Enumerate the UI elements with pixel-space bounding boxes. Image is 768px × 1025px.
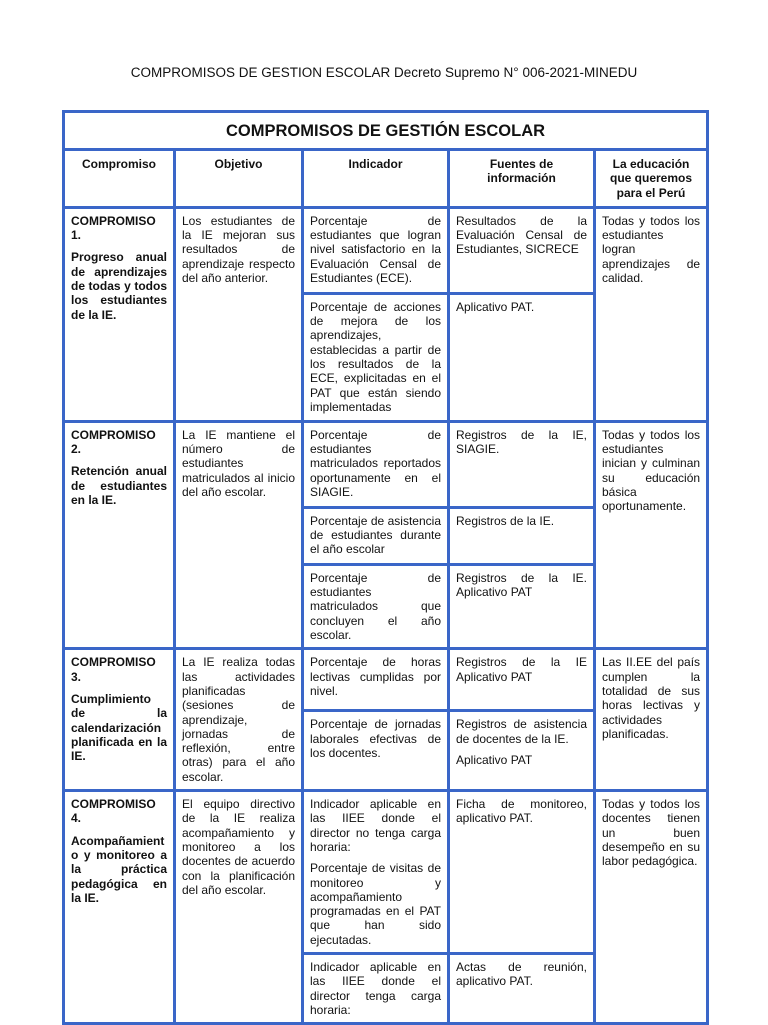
compromiso-4-cell bbox=[64, 791, 175, 1024]
compromiso-4-educacion: Todas y todos los docentes tienen un buen desempeño en su labor pedagógica. bbox=[595, 791, 708, 1024]
compromiso-1-objetivo: Los estudiantes de la IE mejoran sus resultados de aprendizaje respecto del año anterior. bbox=[175, 207, 303, 421]
compromiso-1-cell bbox=[64, 207, 175, 421]
commitments-table-wrapper bbox=[62, 110, 706, 1017]
compromiso-3-fuente-1: Registros de la IE Aplicativo PAT bbox=[449, 649, 595, 711]
table-row bbox=[64, 649, 708, 711]
compromiso-3-educacion: Las II.EE del país cumplen la totalidad de sus horas lectivas y actividades planificadas. bbox=[595, 649, 708, 791]
compromiso-4-description: Acompañamient o y monitoreo a la práctica pedagógica en la IE. bbox=[71, 833, 167, 905]
compromiso-3-fuente-2-cell bbox=[449, 711, 595, 791]
compromiso-4-indicador-1a: Indicador aplicable en las IIEE donde el director no tenga carga horaria: bbox=[310, 797, 441, 854]
compromiso-2-description: Retención anual de estudiantes en la IE. bbox=[71, 464, 167, 508]
compromiso-2-fuente-3: Registros de la IE. Aplicativo PAT bbox=[449, 564, 595, 648]
compromiso-1-indicador-1: Porcentaje de estudiantes que logran nivel satisfactorio en la Evaluación Censal de Estudiantes (ECE). bbox=[303, 207, 449, 293]
table-title: COMPROMISOS DE GESTIÓN ESCOLAR bbox=[64, 112, 708, 150]
table-header-row bbox=[64, 150, 708, 208]
commitments-table bbox=[62, 110, 709, 1025]
compromiso-4-indicador-1b: Porcentaje de visitas de monitoreo y acompañamiento programadas en el PAT que han sido ejecutadas. bbox=[310, 861, 441, 947]
compromiso-2-number: COMPROMISO 2. bbox=[71, 427, 156, 457]
compromiso-4-indicador-2: Indicador aplicable en las IIEE donde el director tenga carga horaria: bbox=[303, 954, 449, 1024]
header-educacion: La educación que queremos para el Perú bbox=[595, 150, 708, 208]
compromiso-4-objetivo: El equipo directivo de la IE realiza acompañamiento y monitoreo a los docentes de acuerdo con la planificación del año escolar. bbox=[175, 791, 303, 1024]
compromiso-3-number: COMPROMISO 3. bbox=[71, 655, 156, 684]
compromiso-2-objetivo: La IE mantiene el número de estudiantes matriculados al inicio del año escolar. bbox=[175, 421, 303, 648]
header-objetivo: Objetivo bbox=[175, 150, 303, 208]
page-header: COMPROMISOS DE GESTION ESCOLAR Decreto Supremo N° 006-2021-MINEDU bbox=[130, 65, 638, 80]
compromiso-2-indicador-1: Porcentaje de estudiantes matriculados reportados oportunamente en el SIAGIE. bbox=[303, 421, 449, 507]
header-compromiso: Compromiso bbox=[64, 150, 175, 208]
table-title-row bbox=[64, 112, 708, 150]
header-indicador: Indicador bbox=[303, 150, 449, 208]
compromiso-2-indicador-3: Porcentaje de estudiantes matriculados que concluyen el año escolar. bbox=[303, 564, 449, 648]
compromiso-1-educacion: Todas y todos los estudiantes logran aprendizajes de calidad. bbox=[595, 207, 708, 421]
compromiso-2-educacion: Todas y todos los estudiantes inician y culminan su educación básica oportunamente. bbox=[595, 421, 708, 648]
compromiso-1-fuente-2: Aplicativo PAT. bbox=[449, 293, 595, 421]
compromiso-2-fuente-1: Registros de la IE, SIAGIE. bbox=[449, 421, 595, 507]
compromiso-2-cell bbox=[64, 421, 175, 648]
compromiso-1-indicador-2: Porcentaje de acciones de mejora de los aprendizajes, establecidas a partir de los resultados de la ECE, explicitadas en el PAT que están siendo implementadas bbox=[303, 293, 449, 421]
compromiso-1-number: COMPROMISO 1. bbox=[71, 213, 156, 243]
compromiso-3-objetivo: La IE realiza todas las actividades planificadas (sesiones de aprendizaje, jornadas de reflexión, entre otras) para el año escolar. bbox=[175, 649, 303, 791]
compromiso-4-fuente-1: Ficha de monitoreo, aplicativo PAT. bbox=[449, 791, 595, 954]
compromiso-3-cell bbox=[64, 649, 175, 791]
header-fuentes: Fuentes de información bbox=[449, 150, 595, 208]
compromiso-2-indicador-2: Porcentaje de asistencia de estudiantes durante el año escolar bbox=[303, 507, 449, 564]
compromiso-3-fuente-2b: Aplicativo PAT bbox=[456, 752, 533, 767]
table-row bbox=[64, 207, 708, 293]
table-row bbox=[64, 791, 708, 954]
compromiso-1-fuente-1: Resultados de la Evaluación Censal de Estudiantes, SICRECE bbox=[449, 207, 595, 293]
compromiso-3-indicador-1: Porcentaje de horas lectivas cumplidas por nivel. bbox=[303, 649, 449, 711]
compromiso-4-number: COMPROMISO 4. bbox=[71, 797, 156, 826]
compromiso-2-fuente-2: Registros de la IE. bbox=[449, 507, 595, 564]
compromiso-3-description: Cumplimiento de la calendarización planificada en la IE. bbox=[71, 691, 167, 764]
table-row bbox=[64, 421, 708, 507]
compromiso-4-indicador-1-cell bbox=[303, 791, 449, 954]
compromiso-1-description: Progreso anual de aprendizajes de todas y todos los estudiantes de la IE. bbox=[71, 250, 167, 322]
compromiso-3-fuente-2a: Registros de asistencia de docentes de la IE. bbox=[456, 717, 587, 746]
compromiso-4-fuente-2: Actas de reunión, aplicativo PAT. bbox=[449, 954, 595, 1024]
compromiso-3-indicador-2: Porcentaje de jornadas laborales efectivas de los docentes. bbox=[303, 711, 449, 791]
